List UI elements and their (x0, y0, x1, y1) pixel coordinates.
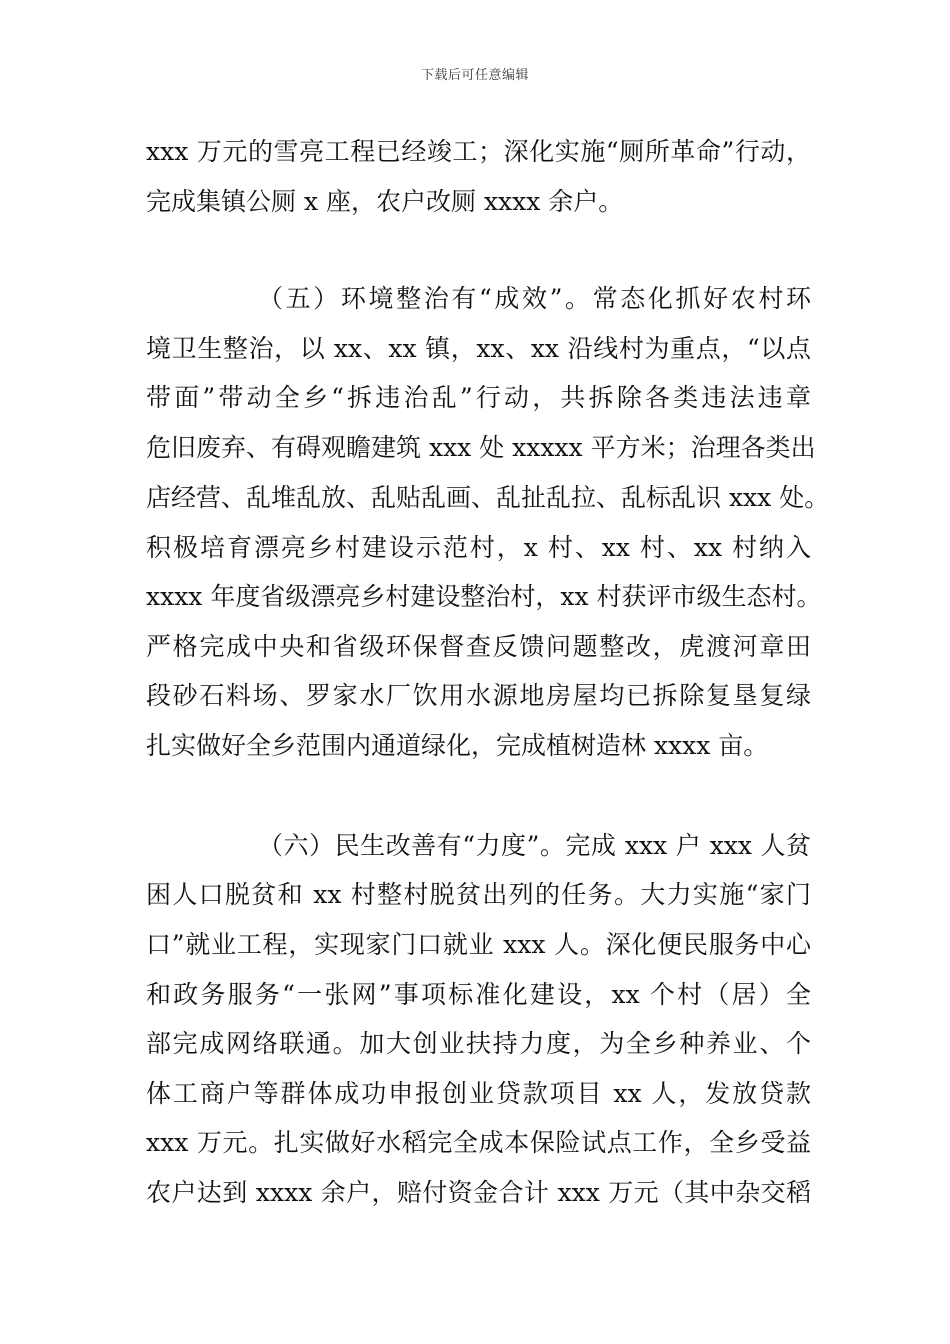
text-line: 口”就业工程，实现家门口就业 xxx 人。深化便民服务中心 (146, 930, 811, 959)
paragraph-heading-line: （六）民生改善有“力度”。完成 xxx 户 xxx 人贫 (258, 831, 811, 860)
text-line: 体工商户等群体成功申报创业贷款项目 xx 人，发放贷款 (146, 1079, 811, 1108)
text-line: xxx 万元。扎实做好水稻完全成本保险试点工作，全乡受益 (146, 1128, 811, 1157)
text-line: xxxx 年度省级漂亮乡村建设整治村，xx 村获评市级生态村。 (146, 582, 822, 611)
paragraph-heading-line: （五）环境整治有“成效”。常态化抓好农村环 (258, 284, 811, 313)
text-line: 严格完成中央和省级环保督查反馈问题整改，虎渡河章田 (146, 632, 811, 661)
text-line: 段砂石料场、罗家水厂饮用水源地房屋均已拆除复垦复绿 (146, 681, 811, 710)
text-line: 带面”带动全乡“拆违治乱”行动，共拆除各类违法违章 (146, 383, 811, 412)
text-line: 危旧废弃、有碍观瞻建筑 xxx 处 xxxxx 平方米；治理各类出 (146, 433, 816, 462)
text-line: 部完成网络联通。加大创业扶持力度，为全乡种养业、个 (146, 1029, 811, 1058)
text-line: 积极培育漂亮乡村建设示范村，x 村、xx 村、xx 村纳入 (146, 533, 811, 562)
text-line: 店经营、乱堆乱放、乱贴乱画、乱扯乱拉、乱标乱识 xxx 处。 (146, 483, 830, 512)
text-line: 境卫生整治，以 xx、xx 镇，xx、xx 沿线村为重点，“以点 (146, 334, 811, 363)
text-line: 和政务服务“一张网”事项标准化建设，xx 个村（居）全 (146, 980, 811, 1009)
page-header: 下载后可任意编辑 (420, 68, 529, 83)
text-line: 完成集镇公厕 x 座，农户改厕 xxxx 余户。 (146, 187, 624, 216)
text-line: 扎实做好全乡范围内通道绿化，完成植树造林 xxxx 亩。 (146, 731, 769, 760)
text-line: xxx 万元的雪亮工程已经竣工；深化实施“厕所革命”行动， (146, 137, 811, 166)
text-line: 农户达到 xxxx 余户，赔付资金合计 xxx 万元（其中杂交稻 (146, 1178, 811, 1207)
text-line: 困人口脱贫和 xx 村整村脱贫出列的任务。大力实施“家门 (146, 880, 811, 909)
